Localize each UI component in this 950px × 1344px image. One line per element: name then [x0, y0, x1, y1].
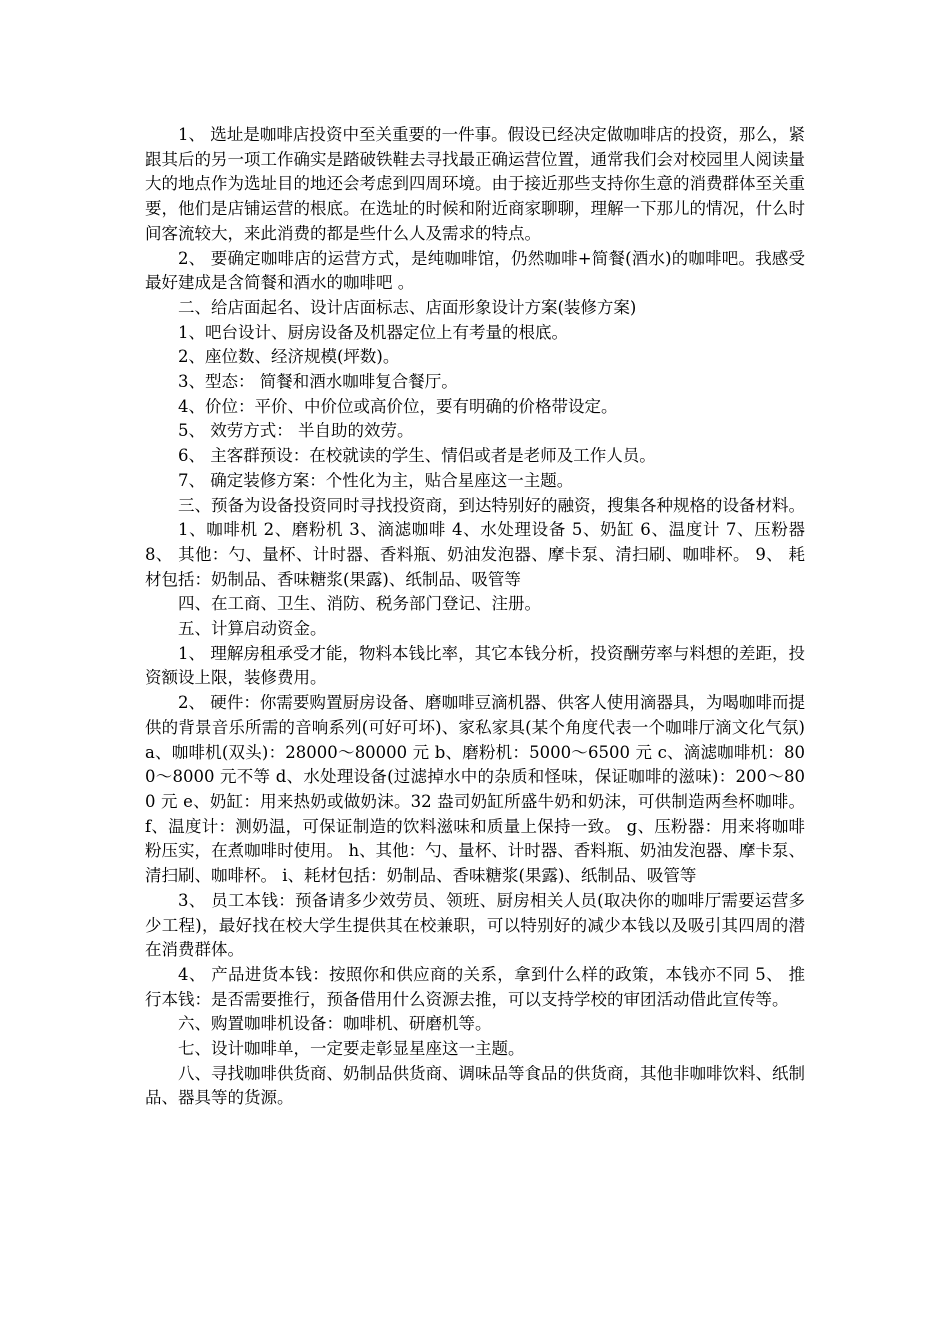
section-heading-suppliers: 八、寻找咖啡供货商、奶制品供货商、调味品等食品的供货商，其他非咖啡饮料、纸制品、器具等的货源。: [145, 1063, 805, 1108]
section-heading-store-design: 二、给店面起名、设计店面标志、店面形象设计方案(装修方案): [178, 297, 637, 317]
section-heading-equipment-investment: 三、预备为设备投资同时寻找投资商，到达特别好的融资，搜集各种规格的设备材料。: [178, 495, 805, 515]
list-item-format: 3、型态： 简餐和酒水咖啡复合餐厅。: [178, 372, 458, 392]
section-heading-purchase-machines: 六、购置咖啡机设备：咖啡机、研磨机等。: [178, 1014, 492, 1034]
paragraph-equipment-list: 1、咖啡机 2、磨粉机 3、滴滤咖啡 4、水处理设备 5、奶缸 6、温度计 7、压粉器 8、 其他：勺、量杯、计时器、香料瓶、奶油发泡器、摩卡泵、清扫刷、咖啡杯。 9、 耗材包括：奶制品、香味糖浆(果露)、纸制品、吸管等: [145, 520, 805, 589]
section-heading-registration: 四、在工商、卫生、消防、税务部门登记、注册。: [178, 594, 541, 614]
list-item-customers: 6、 主客群预设：在校就读的学生、情侣或者是老师及工作人员。: [178, 446, 656, 466]
section-heading-startup-capital: 五、计算启动资金。: [178, 619, 327, 639]
list-item-service: 5、 效劳方式： 半自助的效劳。: [178, 421, 414, 441]
list-item-decoration: 7、 确定装修方案：个性化为主，贴合星座这一主题。: [178, 470, 574, 490]
section-heading-menu-design: 七、设计咖啡单，一定要走彰显星座这一主题。: [178, 1039, 525, 1059]
paragraph-rent-analysis: 1、 理解房租承受才能，物料本钱比率，其它本钱分析，投资酬劳率与料想的差距，投资额设上限，装修费用。: [145, 643, 805, 688]
paragraph-product-costs: 4、 产品进货本钱：按照你和供应商的关系，拿到什么样的政策，本钱亦不同 5、 推行本钱：是否需要推行，预备借用什么资源去推，可以支持学校的审团活动借此宣传等。: [145, 964, 805, 1009]
list-item-seating: 2、座位数、经济规模(坪数)。: [178, 347, 400, 367]
paragraph-site-selection: 1、 选址是咖啡店投资中至关重要的一件事。假设已经决定做咖啡店的投资，那么，紧跟其后的另一项工作确实是踏破铁鞋去寻找最正确运营位置，通常我们会对校园里人阅读量大的地点作为选址目的地还会考虑到四周环境。由于接近那些支持你生意的消费群体至关重要，他们是店铺运营的根底。在选址的时候和附近商家聊聊，理解一下那儿的情况，什么时间客流较大，来此消费的都是些什么人及需求的特点。: [145, 125, 805, 243]
paragraph-staff-costs: 3、 员工本钱：预备请多少效劳员、领班、厨房相关人员(取决你的咖啡厅需要运营多少工程)，最好找在校大学生提供其在校兼职，可以特别好的减少本钱以及吸引其四周的潜在消费群体。: [145, 890, 805, 960]
document-body: [145, 123, 805, 1111]
paragraph-hardware-costs: 2、 硬件：你需要购置厨房设备、磨咖啡豆滴机器、供客人使用滴器具，为喝咖啡而提供的背景音乐所需的音响系列(可好可坏)、家私家具(某个角度代表一个咖啡厅滴文化气氛) a、咖啡机(双头)：28000～80000 元 b、磨粉机：5000～6500 元 c、滴滤咖啡机：800～8000 元不等 d、水处理设备(过滤掉水中的杂质和怪味，保证咖啡的滋味)：200～800 元 e、奶缸：用来热奶或做奶沫。32 盎司奶缸所盛牛奶和奶沫，可供制造两叁杯咖啡。 f、温度计：测奶温，可保证制造的饮料滋味和质量上保持一致。 g、压粉器：用来将咖啡粉压实，在煮咖啡时使用。 h、其他：勺、量杯、计时器、香料瓶、奶油发泡器、摩卡泵、清扫刷、咖啡杯。 i、耗材包括：奶制品、香味糖浆(果露)、纸制品、吸管等: [145, 693, 805, 886]
list-item-bar-design: 1、吧台设计、厨房设备及机器定位上有考量的根底。: [178, 322, 568, 342]
paragraph-operation-mode: 2、 要确定咖啡店的运营方式，是纯咖啡馆，仍然咖啡+简餐(酒水)的咖啡吧。我感受最好建成是含简餐和酒水的咖啡吧 。: [145, 248, 805, 293]
list-item-pricing: 4、价位：平价、中价位或高价位，要有明确的价格带设定。: [178, 396, 618, 416]
